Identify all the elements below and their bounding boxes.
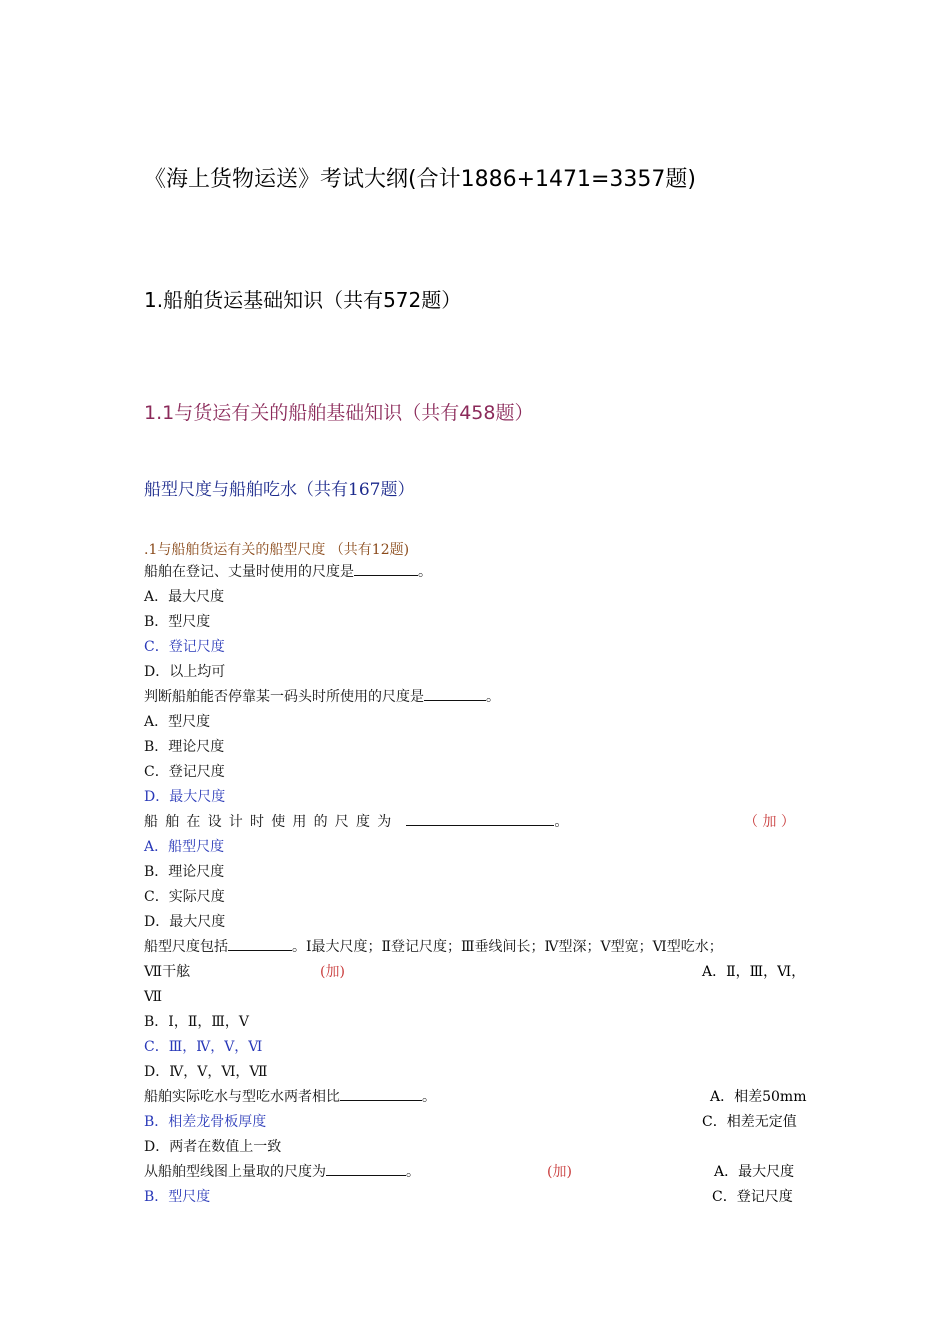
question-stem: 船型尺度包括 。Ⅰ最大尺度；Ⅱ登记尺度；Ⅲ垂线间长；Ⅳ型深；Ⅴ型宽；Ⅵ型吃水；: [144, 935, 723, 959]
question-stem: 船舶在登记、丈量时使用的尺度是 。: [144, 560, 432, 584]
added-tag: （ 加 ）: [744, 814, 795, 830]
option-b: B．理论尺度: [144, 739, 225, 755]
option-c-answer: C．登记尺度: [144, 639, 225, 655]
answer-blank: [228, 936, 292, 951]
added-tag: (加): [320, 964, 345, 980]
answer-blank: [354, 561, 418, 576]
option-a: A．最大尺度: [144, 589, 225, 605]
question-stem-continued: Ⅶ干舷: [144, 964, 191, 980]
chapter-heading: 1.船舶货运基础知识（共有572题）: [144, 288, 462, 312]
answer-blank: [326, 1161, 406, 1176]
option-a-continued: Ⅶ: [144, 989, 163, 1005]
question-stem: 判断船舶能否停靠某一码头时所使用的尺度是 。: [144, 685, 500, 709]
added-tag: (加): [547, 1164, 572, 1180]
option-b-answer: B．型尺度: [144, 1189, 211, 1205]
option-a: A．型尺度: [144, 714, 211, 730]
option-d: D．两者在数值上一致: [144, 1139, 282, 1155]
topic-heading: .1与船舶货运有关的船型尺度 （共有12题): [144, 542, 410, 558]
answer-blank: [424, 686, 486, 701]
option-a: A．相差50mm: [710, 1089, 807, 1105]
section-heading: 1.1与货运有关的船舶基础知识（共有458题）: [144, 402, 534, 424]
option-b-answer: B．相差龙骨板厚度: [144, 1114, 267, 1130]
option-a-answer: A．船型尺度: [144, 839, 225, 855]
question-stem: 船舶在设计时使用的尺度为 。: [144, 810, 568, 834]
option-a: A．最大尺度: [714, 1164, 795, 1180]
option-c-answer: C．Ⅲ，Ⅳ，Ⅴ，Ⅵ: [144, 1039, 263, 1055]
answer-blank: [340, 1086, 422, 1101]
option-a: A．Ⅱ，Ⅲ，Ⅵ，: [702, 964, 806, 980]
option-d: D．Ⅳ，Ⅴ，Ⅵ，Ⅶ: [144, 1064, 268, 1080]
option-b: B．Ⅰ，Ⅱ，Ⅲ，Ⅴ: [144, 1014, 249, 1030]
option-b: B．理论尺度: [144, 864, 225, 880]
option-c: C．登记尺度: [144, 764, 225, 780]
option-b: B．型尺度: [144, 614, 211, 630]
option-d: D．以上均可: [144, 664, 226, 680]
option-c: C．相差无定值: [702, 1114, 797, 1130]
subsection-heading: 船型尺度与船舶吃水（共有167题）: [144, 480, 415, 500]
option-d-answer: D．最大尺度: [144, 789, 226, 805]
document-title: 《海上货物运送》考试大纲(合计1886+1471=3357题): [144, 167, 696, 192]
option-c: C．登记尺度: [712, 1189, 793, 1205]
answer-blank: [406, 811, 554, 826]
question-stem: 从船舶型线图上量取的尺度为 。: [144, 1160, 420, 1184]
question-stem: 船舶实际吃水与型吃水两者相比 。: [144, 1085, 436, 1109]
option-c: C．实际尺度: [144, 889, 225, 905]
option-d: D．最大尺度: [144, 914, 226, 930]
